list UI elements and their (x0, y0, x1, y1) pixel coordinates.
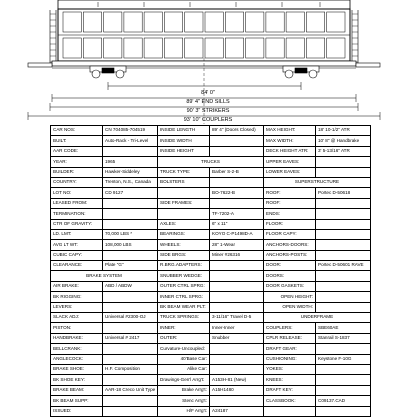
spec-label: DRAFT KEY: (264, 385, 316, 395)
spec-row (51, 385, 371, 395)
spec-label: AVG LT WT: (51, 240, 103, 250)
spec-label: KNEES: (264, 375, 316, 385)
spec-label: INSIDE LENGTH (158, 126, 210, 136)
spec-value: Stanrail S-1837 (316, 333, 371, 343)
spec-value (210, 261, 264, 271)
spec-value (103, 302, 158, 312)
spec-value: Keystone F-10G (316, 354, 371, 364)
spec-value: 10' 8" @ Handbrake (316, 136, 371, 146)
spec-label: BRAKE BEAM: (51, 385, 103, 395)
spec-label: SIDE FRAMES: (158, 198, 210, 208)
spec-value (316, 157, 371, 167)
dim-end-sills: 89' 4" END SILLS (186, 99, 230, 105)
spec-value (316, 167, 371, 177)
spec-row (51, 209, 371, 219)
spec-value: Universal #2300-OJ (103, 313, 158, 323)
spec-row (51, 344, 371, 354)
spec-value (103, 375, 158, 385)
spec-label: CPLR RELEASE: (264, 333, 316, 343)
spec-label: LEASED FROM: (51, 198, 103, 208)
spec-value (316, 385, 371, 395)
spec-value: 6" x 11" (210, 219, 264, 229)
spec-label: BK SHOE KEY: (51, 375, 103, 385)
spec-value (103, 396, 158, 406)
spec-value: 3' 5-13/16" ATR (316, 146, 371, 156)
spec-row (51, 157, 371, 167)
spec-value: 28" 1-Wear (210, 240, 264, 250)
truck-left (90, 66, 126, 78)
spec-label: BK BEAM SUPP: (51, 396, 103, 406)
spec-label: INSIDE HEIGHT (158, 146, 210, 156)
spec-value (210, 292, 264, 302)
spec-row (51, 167, 371, 177)
spec-value (316, 364, 371, 374)
spec-label: ISSUED: (51, 406, 103, 416)
spec-value (316, 375, 371, 385)
spec-value (210, 302, 264, 312)
spec-value (316, 229, 371, 239)
spec-label: MAX HEIGHT: (264, 126, 316, 136)
spec-label: SNUBBER WEDGE: (158, 271, 210, 281)
spec-label: BRAKE SYSTEM (51, 271, 158, 281)
spec-row (51, 364, 371, 374)
spec-label: LOT NO: (51, 188, 103, 198)
spec-label: CAR NOS: (51, 126, 103, 136)
spec-label: R.BRG.ADAPTERS: (158, 261, 210, 271)
spec-value: Plate "G" (103, 261, 158, 271)
spec-table (50, 125, 371, 417)
spec-label: 40'Base Car: (158, 354, 210, 364)
spec-row (51, 313, 371, 323)
spec-label: CTR OF GRAVITY: (51, 219, 103, 229)
spec-value: Snubber (210, 333, 264, 343)
spec-label: OPEN HEIGHT: (264, 292, 316, 302)
spec-row (51, 281, 371, 291)
spec-label: TRUCK SPRINGS: (158, 313, 210, 323)
spec-value: A153H-81 (New) (210, 375, 264, 385)
spec-label: CLASSBOOK: (264, 396, 316, 406)
spec-label: YEAR: (51, 157, 103, 167)
spec-value (316, 406, 371, 416)
spec-value (103, 406, 158, 416)
spec-value (103, 292, 158, 302)
spec-value: A24187 (210, 406, 264, 416)
spec-label: Curvature-Uncoupled: (158, 344, 210, 354)
spec-label: SLACK ADJ: (51, 313, 103, 323)
spec-value: Portec D-50618 (316, 188, 371, 198)
spec-label: ROOF: (264, 188, 316, 198)
spec-label: INNER CTRL SPRG: (158, 292, 210, 302)
spec-label: SUPERSTRUCTURE (264, 177, 371, 187)
spec-label: HANDBRAKE: (51, 333, 103, 343)
spec-label: TERMINATION: (51, 209, 103, 219)
spec-value (103, 146, 158, 156)
spec-row (51, 198, 371, 208)
spec-label (158, 188, 210, 198)
spec-value (103, 219, 158, 229)
dim-couplers: 93' 10" COUPLERS (183, 117, 233, 123)
spec-label: INSIDE WIDTH (158, 136, 210, 146)
spec-value: Inner-Inner (210, 323, 264, 333)
roof-ticks (98, 2, 320, 7)
spec-value: H.F. Composition (103, 364, 158, 374)
spec-label: Stenc Arrg't: (158, 396, 210, 406)
spec-label: DRAFT GEAR: (264, 344, 316, 354)
spec-label: INNER: (158, 323, 210, 333)
spec-label: PISTON: (51, 323, 103, 333)
spec-value (103, 354, 158, 364)
spec-value (210, 354, 264, 364)
spec-label: BOLSTERS (158, 177, 210, 187)
spec-row (51, 177, 371, 187)
spec-label: SIDE BRGS: (158, 250, 210, 260)
spec-value (103, 209, 158, 219)
spec-label: ANGLECOCK: (51, 354, 103, 364)
spec-value (210, 198, 264, 208)
spec-row (51, 240, 371, 250)
spec-label: BELLCRANK: (51, 344, 103, 354)
spec-value: AAR-18 Creco Unit Type (103, 385, 158, 395)
spec-label: LD. LMT: (51, 229, 103, 239)
spec-value: TF-7202-A (210, 209, 264, 219)
spec-value: Trenton, N.S., Canada (103, 177, 158, 187)
spec-value (103, 250, 158, 260)
spec-value: CD 9127 (103, 188, 158, 198)
spec-label: AXLES: (158, 219, 210, 229)
spec-row (51, 333, 371, 343)
spec-label (264, 406, 316, 416)
spec-row (51, 396, 371, 406)
spec-value (210, 177, 264, 187)
spec-value: Portec D-50601 RAVE (316, 261, 371, 271)
spec-value: C09137.CAD (316, 396, 371, 406)
spec-value (316, 219, 371, 229)
spec-value: KOYO C-P1498D-A (210, 229, 264, 239)
spec-row (51, 188, 371, 198)
spec-label: CUBIC CAPY: (51, 250, 103, 260)
spec-label: ANCHORS-POSTS: (264, 250, 316, 260)
spec-value: 89' 4" (Doors Closed) (210, 126, 264, 136)
spec-value (210, 344, 264, 354)
spec-label: Drawings-Gen'l Arrg't: (158, 375, 210, 385)
spec-row (51, 302, 371, 312)
spec-value (316, 344, 371, 354)
spec-label: ENDS: (264, 209, 316, 219)
spec-label: FLOOR CAPY: (264, 229, 316, 239)
spec-value: ABD / ABDW (103, 281, 158, 291)
coupler-left (28, 63, 52, 67)
dim-strikers: 90' 3" STRIKERS (186, 108, 230, 114)
spec-label: COUNTRY: (51, 177, 103, 187)
spec-row (51, 219, 371, 229)
spec-label: DOORS: (264, 271, 316, 281)
spec-value (103, 344, 158, 354)
spec-value: 108,000 LBS (103, 240, 158, 250)
spec-row (51, 323, 371, 333)
spec-label: UNDERFRAME (264, 313, 371, 323)
spec-value: Auto-Rack - Tri-Level (103, 136, 158, 146)
spec-value (316, 198, 371, 208)
spec-value: 70,000 LBS * (103, 229, 158, 239)
spec-label: YOKES: (264, 364, 316, 374)
truck-right (283, 66, 319, 78)
spec-label: H/F Arrg't: (158, 406, 210, 416)
spec-value: CN 704085-704519 (103, 126, 158, 136)
spec-value (210, 364, 264, 374)
spec-value: 1965 (103, 157, 158, 167)
spec-label: BUILT: (51, 136, 103, 146)
spec-row (51, 261, 371, 271)
spec-row (51, 126, 371, 136)
spec-value (316, 281, 371, 291)
spec-row (51, 354, 371, 364)
spec-label: TRUCKS (158, 157, 264, 167)
spec-value: Miner #26316 (210, 250, 264, 260)
spec-value (316, 209, 371, 219)
spec-row (51, 229, 371, 239)
spec-label: UPPER EAVES: (264, 157, 316, 167)
spec-label: LOWER EAVES: (264, 167, 316, 177)
spec-value (316, 302, 371, 312)
spec-label: CUSHIONING: (264, 354, 316, 364)
spec-value: 18' 10-1/2" ATR (316, 126, 371, 136)
spec-row (51, 406, 371, 416)
spec-value (210, 146, 264, 156)
spec-value (210, 396, 264, 406)
spec-value (210, 136, 264, 146)
railcar-elevation-drawing (0, 0, 400, 125)
spec-label: DOOR: (264, 261, 316, 271)
spec-label: BK BEAM WEAR PLT: (158, 302, 210, 312)
spec-label: Brake Arrg't: (158, 385, 210, 395)
spec-label: CLEARANCE: (51, 261, 103, 271)
spec-value: Hawker-Siddeley (103, 167, 158, 177)
spec-label: COUPLERS: (264, 323, 316, 333)
spec-row (51, 271, 371, 281)
spec-value: A15H1480 (210, 385, 264, 395)
spec-row (51, 136, 371, 146)
spec-label: DOOR GASKETS: (264, 281, 316, 291)
spec-value (103, 323, 158, 333)
spec-label: OUTER CTRL SPRG: (158, 281, 210, 291)
spec-value (210, 271, 264, 281)
spec-label: MAX WIDTH: (264, 136, 316, 146)
spec-label: OPEN WIDTH: (264, 302, 316, 312)
spec-label: ANCHORS-DOORS: (264, 240, 316, 250)
spec-row (51, 250, 371, 260)
coupler-right (356, 63, 380, 67)
spec-value: 3-11/16" Travel D-5 (210, 313, 264, 323)
spec-label: DECK HEIGHT ATR: (264, 146, 316, 156)
spec-row (51, 146, 371, 156)
dim-truck-centers: 84' 0" (201, 90, 215, 96)
spec-value: Barber S-2-B (210, 167, 264, 177)
spec-label: FLOOR: (264, 219, 316, 229)
spec-value (316, 271, 371, 281)
spec-value: Universal # 2417 (103, 333, 158, 343)
spec-label: WHEELS: (158, 240, 210, 250)
spec-label: OUTER: (158, 333, 210, 343)
spec-value: BO-7622-B (210, 188, 264, 198)
spec-label: AIR BRAKE: (51, 281, 103, 291)
spec-row (51, 375, 371, 385)
spec-label: ROOF: (264, 198, 316, 208)
spec-label: BRAKE SHOE: (51, 364, 103, 374)
spec-label: BUILDER: (51, 167, 103, 177)
spec-value (210, 281, 264, 291)
spec-value (316, 292, 371, 302)
spec-value (103, 198, 158, 208)
spec-value (316, 240, 371, 250)
spec-label: BEARINGS: (158, 229, 210, 239)
spec-value (316, 250, 371, 260)
spec-value: SBE60AE (316, 323, 371, 333)
spec-label: AAR CODE: (51, 146, 103, 156)
spec-label: BK RIGGING: (51, 292, 103, 302)
spec-label: Alike Car: (158, 364, 210, 374)
spec-label: TRUCK TYPE: (158, 167, 210, 177)
spec-label (158, 209, 210, 219)
spec-row (51, 292, 371, 302)
spec-label: LEVERS: (51, 302, 103, 312)
